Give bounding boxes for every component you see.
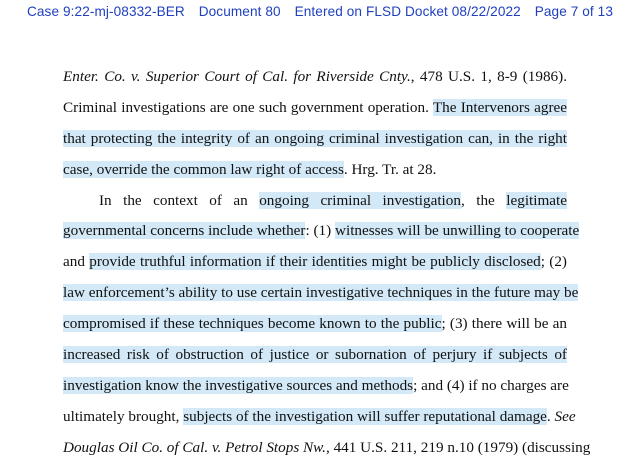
case-number: Case 9:22-mj-08332-BER <box>26 4 185 19</box>
text-segment: ; (3) there will be an <box>441 315 568 333</box>
text-line <box>63 402 576 433</box>
text-line <box>63 124 567 155</box>
highlighted-text: The Intervenors agree <box>432 98 567 116</box>
text-segment: , 478 U.S. 1, 8-9 (1986). <box>410 68 567 85</box>
text-segment: In the context of an <box>99 191 260 209</box>
text-segment: Douglas Oil Co. of Cal. v. Petrol Stops Nw. <box>63 438 326 456</box>
text-segment: , 441 U.S. 211, 219 n.10 (1979) (discussing <box>325 438 591 456</box>
text-segment: . <box>546 407 555 425</box>
highlighted-text: provide truthful information if their identities might be publicly disclosed <box>89 253 541 271</box>
docket-header <box>0 4 640 19</box>
highlighted-text: ongoing criminal investigation <box>259 191 461 209</box>
text-line <box>63 155 567 186</box>
text-line <box>63 186 567 217</box>
text-line <box>63 433 591 464</box>
text-segment: ultimately brought, <box>63 407 184 425</box>
text-line <box>63 62 567 93</box>
text-line <box>63 247 567 278</box>
highlighted-text: that protecting the integrity of an ongoing criminal investigation can, in the right <box>63 129 567 147</box>
text-segment: , the <box>460 191 507 209</box>
highlighted-text: compromised if these techniques become known to the public <box>63 315 442 333</box>
highlighted-text: legitimate <box>506 191 567 209</box>
document-body <box>63 62 591 464</box>
highlighted-text: case, override the common law right of access <box>63 160 344 178</box>
text-line <box>63 216 580 247</box>
text-segment: Criminal investigations are one such government operation. <box>63 98 433 116</box>
text-segment: . Hrg. Tr. at 28. <box>343 160 437 178</box>
text-segment: Enter. Co. v. Superior Court of Cal. for Riverside Cnty. <box>63 68 411 85</box>
page-number: Page 7 of 13 <box>534 4 613 19</box>
highlighted-text: governmental concerns include whether <box>63 222 306 240</box>
text-segment: ; (2) <box>540 253 567 271</box>
text-line <box>63 340 567 371</box>
text-segment: See <box>554 407 576 425</box>
highlighted-text: law enforcement’s ability to use certain investigative techniques in the future may be <box>63 284 579 302</box>
text-line <box>63 371 567 402</box>
text-line <box>63 309 567 340</box>
highlighted-text: increased risk of obstruction of justice or subornation of perjury if subjects of <box>63 346 567 364</box>
text-line <box>63 93 567 124</box>
text-segment: : (1) <box>305 222 336 240</box>
highlighted-text: investigation know the investigative sources and methods <box>63 376 414 394</box>
text-line <box>63 278 579 309</box>
document-number: Document 80 <box>198 4 281 19</box>
docket-entry: Entered on FLSD Docket 08/22/2022 <box>294 4 521 19</box>
text-segment: ; and (4) if no charges are <box>413 376 569 394</box>
highlighted-text: witnesses will be unwilling to cooperate <box>335 222 580 240</box>
text-segment: and <box>63 253 90 271</box>
highlighted-text: subjects of the investigation will suffer reputational damage <box>183 407 547 425</box>
